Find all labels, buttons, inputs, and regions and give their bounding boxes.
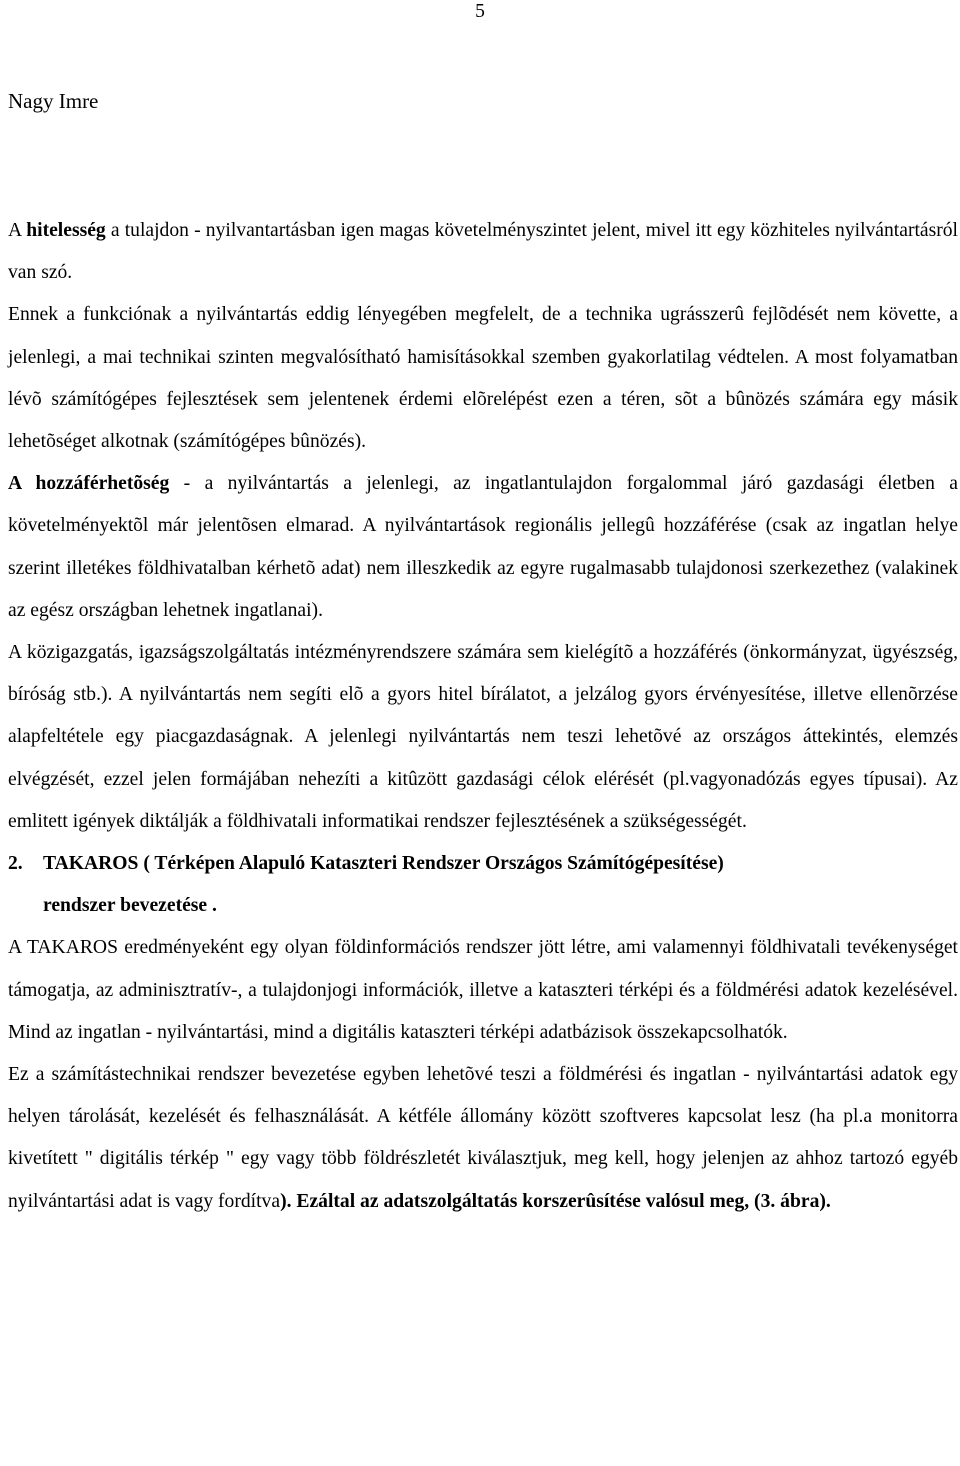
author-name: Nagy Imre	[8, 89, 99, 113]
paragraph-takaros: A TAKAROS eredményeként egy olyan földinformációs rendszer jött létre, ami valamennyi földhivatali tevékenységet támogatja, az adminisztratív-, a tulajdonjogi információk, illetve a kataszteri térképi és a földmérési adatok kezelésével. Mind az ingatlan - nyilvántartási, mind a digitális kataszteri térképi adatbázisok összekapcsolhatók.	[8, 937, 958, 1043]
paragraph-system	[8, 1054, 958, 1223]
section-number: 2.	[8, 853, 23, 875]
paragraph-text: - a nyilvántartás a jelenlegi, az ingatlantulajdon forgalommal járó gazdasági életben a követelményektõl már jelentõsen elmarad. A nyilvántartások regionális jellegû hozzáférése (csak az ingatlan helye szerint illetékes földhivatalban kérhetõ adat) nem illeszkedik az egyre rugalmasabb tulajdonosi szerkezethez (valakinek az egész országban lehetnek ingatlanai).	[8, 473, 958, 621]
section-title-line1: TAKAROS ( Térképen Alapuló Kataszteri Rendszer Országos Számítógépesítése)	[43, 853, 724, 875]
paragraph-text: Ez a számítástechnikai rendszer bevezetése egyben lehetõvé teszi a földmérési és ingatlan - nyilvántartási adatok egy helyen tárolását, kezelését és felhasználását. A kétféle állomány között szoftveres kapcsolat lesz (ha pl.a monitorra kivetített " digitális térkép " egy vagy több földrészletét kiválasztjuk, meg kell, hogy jelenjen az ahhoz tartozó egyéb nyilvántartási adat is vagy fordítva	[8, 1064, 958, 1212]
page-number: 5	[475, 1, 485, 22]
paragraph-administration: A közigazgatás, igazságszolgáltatás intézményrendszere számára sem kielégítõ a hozzáférés (önkormányzat, ügyészség, bíróság stb.). A nyilvántartás nem segíti elõ a gyors hitel bírálatot, a jelzálog gyors érvényesítése, illetve ellenõrzése alapfeltétele egy piacgazdaságnak. A jelenlegi nyilvántartás nem teszi lehetõvé az országos áttekintés, elemzés elvégzését, ezzel jelen formájában nehezíti a kitûzött gazdasági célok elérését (pl.vagyonadózás egyes típusai). Az emlitett igények diktálják a földhivatali informatikai rendszer fejlesztésének a szükségességét.	[8, 642, 958, 832]
paragraph-authenticity	[8, 210, 958, 294]
bold-term: A hozzáférhetõség	[8, 473, 170, 495]
paragraph-text: a tulajdon - nyilvantartásban igen magas követelményszintet jelent, mivel itt egy közhiteles nyilvántartásról van szó.	[8, 220, 959, 284]
bold-term: hitelesség	[26, 220, 106, 241]
paragraph-text: A	[8, 220, 27, 241]
section-title-line2: rendszer bevezetése .	[43, 895, 217, 917]
document-body	[8, 210, 958, 1223]
section-heading	[8, 843, 958, 927]
paragraph-development: Ennek a funkciónak a nyilvántartás eddig lényegében megfelelt, de a technika ugrásszerû fejlõdését nem követte, a jelenlegi, a mai technikai szinten megvalósítható hamisításokkal szemben gyakorlatilag védtelen. A most folyamatban lévõ számítógépes fejlesztések sem jelentenek érdemi elõrelépést ezen a téren, sõt a bûnözés számára egy másik lehetõséget alkotnak (számítógépes bûnözés).	[8, 304, 958, 453]
bold-conclusion: ). Ezáltal az adatszolgáltatás korszerûsítése valósul meg, (3. ábra).	[280, 1190, 831, 1212]
paragraph-accessibility	[8, 463, 958, 632]
